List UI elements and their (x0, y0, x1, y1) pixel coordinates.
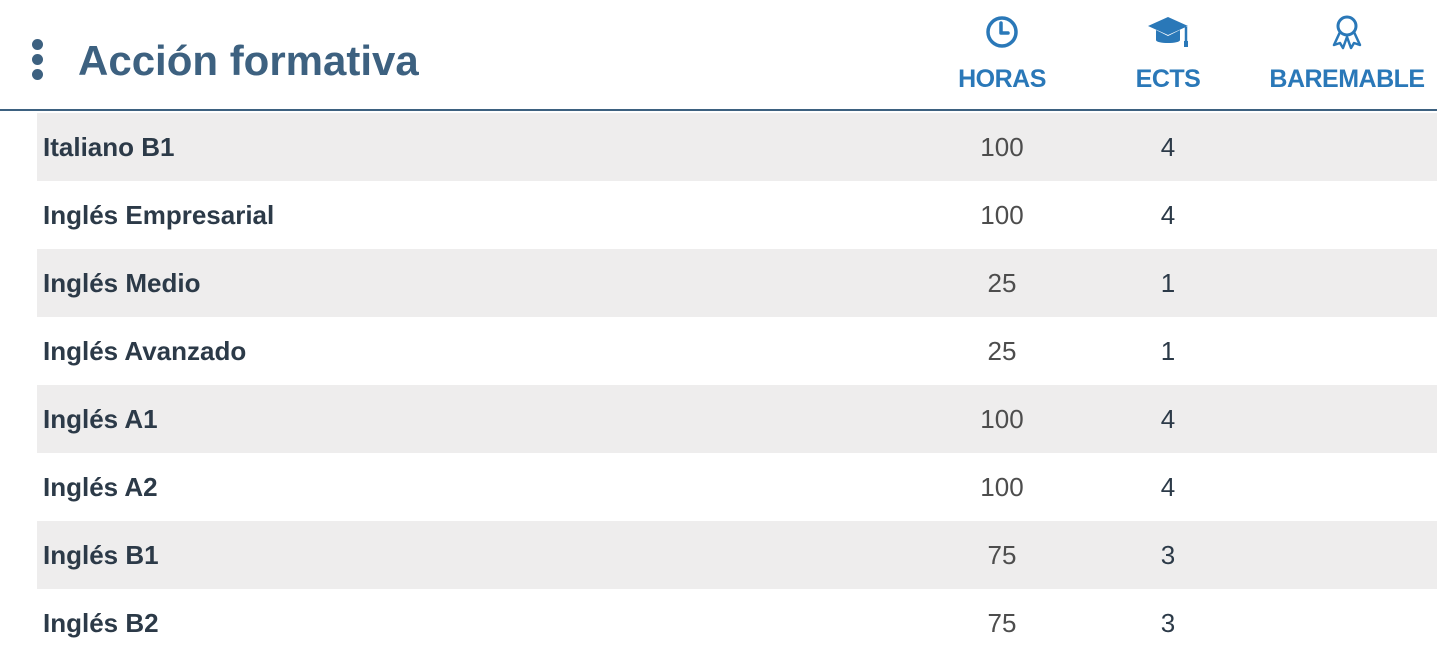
course-hours: 25 (987, 336, 1017, 366)
table-row[interactable] (37, 113, 1437, 181)
course-name: Inglés Empresarial (43, 200, 275, 230)
column-header-baremable (1262, 14, 1432, 94)
course-hours: 100 (980, 472, 1024, 502)
table-row[interactable] (37, 453, 1437, 521)
page-title: Acción formativa (78, 37, 419, 84)
table-row[interactable] (37, 317, 1437, 385)
course-name: Inglés B2 (43, 608, 159, 638)
column-header-ects (1128, 14, 1208, 94)
course-ects: 4 (1160, 404, 1176, 434)
table-row[interactable] (37, 589, 1437, 647)
course-ects: 4 (1160, 200, 1176, 230)
course-hours: 25 (987, 268, 1017, 298)
course-ects: 4 (1160, 472, 1176, 502)
award-ribbon-icon (1329, 14, 1365, 50)
course-name: Inglés A1 (43, 404, 158, 434)
table-row[interactable] (37, 249, 1437, 317)
column-label-baremable: BAREMABLE (1269, 65, 1425, 93)
column-label-ects: ECTS (1135, 65, 1201, 93)
course-name: Italiano B1 (43, 132, 175, 162)
course-ects: 3 (1160, 608, 1176, 638)
course-hours: 75 (987, 608, 1017, 638)
column-label-horas: HORAS (958, 65, 1046, 93)
course-ects: 3 (1160, 540, 1176, 570)
course-hours: 100 (980, 200, 1024, 230)
course-hours: 75 (987, 540, 1017, 570)
graduation-cap-icon (1146, 14, 1190, 50)
kebab-menu-icon[interactable] (30, 39, 46, 81)
course-ects: 4 (1160, 132, 1176, 162)
course-name: Inglés A2 (43, 472, 158, 502)
course-hours: 100 (980, 404, 1024, 434)
course-name: Inglés Avanzado (43, 336, 247, 366)
table-header (0, 0, 1437, 111)
clock-icon (984, 14, 1020, 50)
column-header-horas (950, 14, 1054, 94)
table-row[interactable] (37, 385, 1437, 453)
course-name: Inglés B1 (43, 540, 159, 570)
course-list (37, 113, 1437, 647)
course-hours: 100 (980, 132, 1024, 162)
course-ects: 1 (1160, 268, 1176, 298)
table-row[interactable] (37, 521, 1437, 589)
course-ects: 1 (1160, 336, 1176, 366)
course-name: Inglés Medio (43, 268, 201, 298)
table-row[interactable] (37, 181, 1437, 249)
